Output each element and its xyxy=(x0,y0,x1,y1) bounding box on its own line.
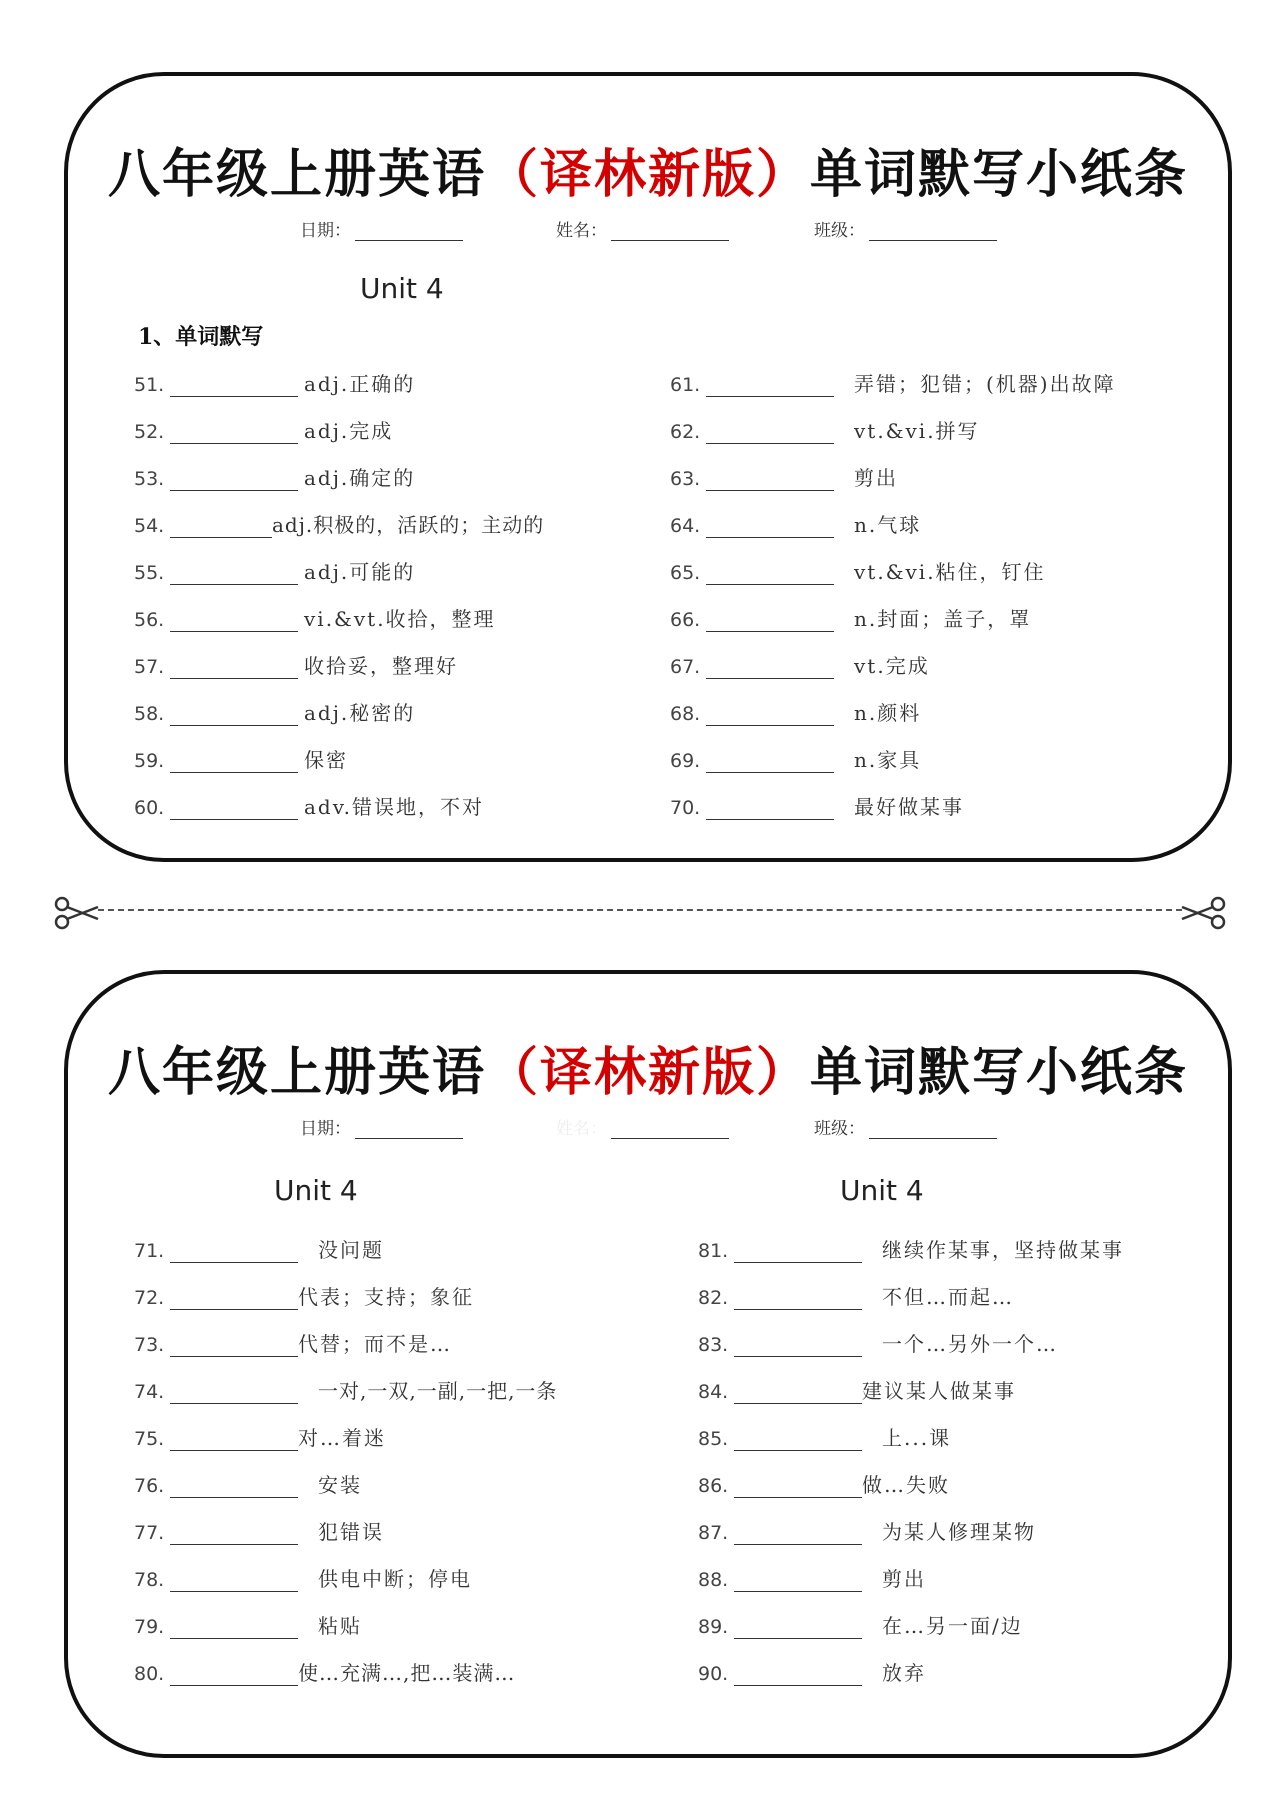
answer-blank[interactable] xyxy=(170,484,298,491)
item-definition: 犯错误 xyxy=(318,1520,384,1544)
vocab-item[interactable] xyxy=(134,744,348,774)
info-row xyxy=(68,216,1228,246)
vocab-item[interactable] xyxy=(698,1657,926,1687)
vocab-item[interactable] xyxy=(698,1610,1023,1640)
item-number: 54. xyxy=(134,515,165,537)
item-definition: 使…充满…,把…装满… xyxy=(298,1661,516,1685)
vocab-item[interactable] xyxy=(670,509,921,539)
item-definition: 没问题 xyxy=(318,1238,384,1262)
vocab-item[interactable] xyxy=(670,556,1046,586)
class-field[interactable] xyxy=(814,216,997,241)
item-definition: 做…失败 xyxy=(862,1473,950,1497)
item-number: 77. xyxy=(134,1522,165,1544)
name-blank[interactable] xyxy=(611,222,729,241)
item-number: 68. xyxy=(670,703,701,725)
item-number: 75. xyxy=(134,1428,165,1450)
item-definition: adv.错误地，不对 xyxy=(304,795,485,819)
title-paren: ） xyxy=(756,144,811,205)
vocab-item[interactable] xyxy=(134,1563,472,1593)
item-number: 69. xyxy=(670,750,701,772)
item-number: 62. xyxy=(670,421,701,443)
title-paren: （ xyxy=(485,1042,540,1103)
vocab-item[interactable] xyxy=(134,1328,452,1358)
item-definition: 弄错；犯错；(机器)出故障 xyxy=(854,372,1116,396)
date-blank[interactable] xyxy=(355,222,463,241)
answer-blank[interactable] xyxy=(706,531,834,538)
item-definition: n.家具 xyxy=(854,748,922,772)
item-definition: 继续作某事，坚持做某事 xyxy=(882,1238,1124,1262)
info-row xyxy=(68,1114,1228,1144)
answer-blank[interactable] xyxy=(706,578,834,585)
answer-blank[interactable] xyxy=(170,1585,298,1592)
vocab-item[interactable] xyxy=(134,368,415,398)
title-part: 八年级上册英语 xyxy=(107,1042,486,1103)
item-number: 80. xyxy=(134,1663,165,1685)
title-part: 单词默写小纸条 xyxy=(810,1042,1189,1103)
title-part: 单词默写小纸条 xyxy=(810,144,1189,205)
answer-blank[interactable] xyxy=(170,1350,298,1357)
dashed-cut-line xyxy=(98,909,1182,911)
item-definition: 剪出 xyxy=(854,466,898,490)
vocab-item[interactable] xyxy=(670,744,921,774)
vocab-item[interactable] xyxy=(134,1234,384,1264)
item-definition: vt.&vi.拼写 xyxy=(854,419,980,443)
item-number: 51. xyxy=(134,374,165,396)
vocab-item[interactable] xyxy=(698,1281,1014,1311)
item-number: 81. xyxy=(698,1240,729,1262)
name-label: 姓名： xyxy=(556,1119,607,1139)
item-number: 60. xyxy=(134,797,165,819)
item-definition: adj.可能的 xyxy=(304,560,416,584)
item-definition: 为某人修理某物 xyxy=(882,1520,1036,1544)
unit-heading-right: Unit 4 xyxy=(840,1174,924,1207)
answer-blank[interactable] xyxy=(170,1256,298,1263)
answer-blank[interactable] xyxy=(170,813,298,820)
answer-blank[interactable] xyxy=(706,625,834,632)
answer-blank[interactable] xyxy=(706,390,834,397)
date-blank[interactable] xyxy=(355,1120,463,1139)
item-definition: 剪出 xyxy=(882,1567,926,1591)
item-definition: 代表；支持；象征 xyxy=(298,1285,474,1309)
answer-blank[interactable] xyxy=(734,1303,862,1310)
answer-blank[interactable] xyxy=(706,766,834,773)
vocab-item[interactable] xyxy=(134,650,458,680)
item-definition: 一个…另外一个… xyxy=(882,1332,1058,1356)
vocab-item[interactable] xyxy=(698,1375,1016,1405)
answer-blank[interactable] xyxy=(170,531,272,538)
class-label: 班级： xyxy=(814,1119,865,1139)
answer-blank[interactable] xyxy=(734,1632,862,1639)
item-definition: n.颜料 xyxy=(854,701,922,725)
item-number: 74. xyxy=(134,1381,165,1403)
name-blank[interactable] xyxy=(611,1120,729,1139)
worksheet-title xyxy=(68,132,1228,207)
answer-blank[interactable] xyxy=(170,390,298,397)
title-paren: （ xyxy=(485,144,540,205)
vocab-item[interactable] xyxy=(134,556,415,586)
answer-blank[interactable] xyxy=(734,1256,862,1263)
date-label: 日期： xyxy=(300,1119,351,1139)
vocab-item[interactable] xyxy=(670,791,964,821)
item-number: 58. xyxy=(134,703,165,725)
vocab-item[interactable] xyxy=(670,368,1116,398)
vocab-item[interactable] xyxy=(134,1469,362,1499)
item-number: 64. xyxy=(670,515,701,537)
item-number: 70. xyxy=(670,797,701,819)
item-definition: 安装 xyxy=(318,1473,362,1497)
item-number: 88. xyxy=(698,1569,729,1591)
answer-blank[interactable] xyxy=(170,1303,298,1310)
answer-blank[interactable] xyxy=(170,1679,298,1686)
vocab-item[interactable] xyxy=(134,1516,384,1546)
vocab-item[interactable] xyxy=(698,1234,1124,1264)
item-definition: 对…着迷 xyxy=(298,1426,386,1450)
vocab-item[interactable] xyxy=(134,791,484,821)
scissors-icon xyxy=(52,895,100,931)
vocab-item[interactable] xyxy=(698,1422,951,1452)
vocab-item[interactable] xyxy=(670,462,898,492)
answer-blank[interactable] xyxy=(734,1585,862,1592)
item-number: 56. xyxy=(134,609,165,631)
item-number: 78. xyxy=(134,1569,165,1591)
vocab-item[interactable] xyxy=(698,1516,1036,1546)
vocab-item[interactable] xyxy=(670,650,930,680)
item-number: 82. xyxy=(698,1287,729,1309)
item-definition: 收拾妥，整理好 xyxy=(304,654,458,678)
answer-blank[interactable] xyxy=(706,437,834,444)
answer-blank[interactable] xyxy=(170,1538,298,1545)
item-definition: vi.&vt.收拾，整理 xyxy=(304,607,496,631)
title-part: 八年级上册英语 xyxy=(107,144,486,205)
item-definition: 一对,一双,一副,一把,一条 xyxy=(318,1379,558,1403)
class-label: 班级： xyxy=(814,221,865,241)
item-definition: n.气球 xyxy=(854,513,922,537)
item-definition: 在…另一面/边 xyxy=(882,1614,1023,1638)
item-number: 73. xyxy=(134,1334,165,1356)
item-definition: 放弃 xyxy=(882,1661,926,1685)
answer-blank[interactable] xyxy=(170,437,298,444)
title-edition: 译林新版 xyxy=(539,1042,756,1103)
item-number: 71. xyxy=(134,1240,165,1262)
answer-blank[interactable] xyxy=(734,1538,862,1545)
vocab-item[interactable] xyxy=(134,1375,557,1405)
item-definition: adj.积极的，活跃的；主动的 xyxy=(272,513,545,537)
date-field[interactable] xyxy=(300,1114,463,1139)
answer-blank[interactable] xyxy=(734,1444,862,1451)
item-number: 59. xyxy=(134,750,165,772)
item-number: 89. xyxy=(698,1616,729,1638)
vocab-item[interactable] xyxy=(698,1328,1058,1358)
vocab-item[interactable] xyxy=(134,697,415,727)
item-number: 52. xyxy=(134,421,165,443)
unit-heading-left: Unit 4 xyxy=(274,1174,358,1207)
date-field[interactable] xyxy=(300,216,463,241)
item-definition: adj.完成 xyxy=(304,419,394,443)
title-paren: ） xyxy=(756,1042,811,1103)
vocab-item[interactable] xyxy=(670,697,921,727)
item-number: 86. xyxy=(698,1475,729,1497)
item-number: 63. xyxy=(670,468,701,490)
item-number: 76. xyxy=(134,1475,165,1497)
title-edition: 译林新版 xyxy=(539,144,756,205)
item-number: 55. xyxy=(134,562,165,584)
item-definition: adj.正确的 xyxy=(304,372,416,396)
vocab-item[interactable] xyxy=(134,1281,474,1311)
item-number: 61. xyxy=(670,374,701,396)
vocab-item[interactable] xyxy=(134,1610,362,1640)
vocab-column-left xyxy=(134,1234,634,1685)
scissors-icon xyxy=(1180,895,1228,931)
item-number: 90. xyxy=(698,1663,729,1685)
vocab-item[interactable] xyxy=(134,462,415,492)
vocab-item[interactable] xyxy=(698,1469,950,1499)
vocab-column-right xyxy=(670,368,1190,819)
answer-blank[interactable] xyxy=(706,672,834,679)
answer-blank[interactable] xyxy=(706,719,834,726)
item-definition: 不但…而起… xyxy=(882,1285,1014,1309)
item-number: 87. xyxy=(698,1522,729,1544)
date-label: 日期： xyxy=(300,221,351,241)
answer-blank[interactable] xyxy=(170,625,298,632)
item-number: 67. xyxy=(670,656,701,678)
item-number: 83. xyxy=(698,1334,729,1356)
vocab-item[interactable] xyxy=(670,603,1031,633)
answer-blank[interactable] xyxy=(734,1679,862,1686)
class-blank[interactable] xyxy=(869,222,997,241)
name-field[interactable] xyxy=(556,1114,729,1139)
worksheet-card-1 xyxy=(64,72,1232,862)
item-definition: 最好做某事 xyxy=(854,795,964,819)
answer-blank[interactable] xyxy=(734,1350,862,1357)
answer-blank[interactable] xyxy=(170,1397,298,1404)
item-definition: 供电中断；停电 xyxy=(318,1567,472,1591)
answer-blank[interactable] xyxy=(734,1397,862,1404)
item-number: 79. xyxy=(134,1616,165,1638)
worksheet-title xyxy=(68,1030,1228,1105)
vocab-item[interactable] xyxy=(134,415,393,445)
item-number: 53. xyxy=(134,468,165,490)
vocab-item[interactable] xyxy=(134,1422,386,1452)
cut-line-divider xyxy=(52,895,1228,925)
item-definition: adj.确定的 xyxy=(304,466,416,490)
worksheet-card-2 xyxy=(64,970,1232,1758)
item-definition: 保密 xyxy=(304,748,348,772)
item-number: 84. xyxy=(698,1381,729,1403)
vocab-item[interactable] xyxy=(670,415,980,445)
answer-blank[interactable] xyxy=(170,1491,298,1498)
answer-blank[interactable] xyxy=(170,578,298,585)
vocab-item[interactable] xyxy=(134,1657,515,1687)
answer-blank[interactable] xyxy=(170,1444,298,1451)
vocab-column-right xyxy=(698,1234,1198,1685)
item-definition: 建议某人做某事 xyxy=(862,1379,1016,1403)
item-number: 65. xyxy=(670,562,701,584)
item-number: 57. xyxy=(134,656,165,678)
answer-blank[interactable] xyxy=(734,1491,862,1498)
item-definition: 代替；而不是… xyxy=(298,1332,452,1356)
section-heading: 1、单词默写 xyxy=(138,324,264,350)
name-label: 姓名： xyxy=(556,221,607,241)
vocab-item[interactable] xyxy=(134,603,496,633)
vocab-column-left xyxy=(134,368,614,819)
vocab-item[interactable] xyxy=(698,1563,926,1593)
item-definition: 粘贴 xyxy=(318,1614,362,1638)
item-number: 85. xyxy=(698,1428,729,1450)
answer-blank[interactable] xyxy=(170,719,298,726)
item-number: 72. xyxy=(134,1287,165,1309)
item-definition: adj.秘密的 xyxy=(304,701,416,725)
class-blank[interactable] xyxy=(869,1120,997,1139)
answer-blank[interactable] xyxy=(170,766,298,773)
answer-blank[interactable] xyxy=(706,484,834,491)
item-definition: n.封面；盖子，罩 xyxy=(854,607,1032,631)
answer-blank[interactable] xyxy=(706,813,834,820)
unit-heading: Unit 4 xyxy=(360,272,444,305)
vocab-item[interactable] xyxy=(134,509,544,539)
item-definition: vt.&vi.粘住，钉住 xyxy=(854,560,1046,584)
class-field[interactable] xyxy=(814,1114,997,1139)
answer-blank[interactable] xyxy=(170,672,298,679)
item-definition: vt.完成 xyxy=(854,654,930,678)
answer-blank[interactable] xyxy=(170,1632,298,1639)
item-definition: 上...课 xyxy=(882,1426,952,1450)
name-field[interactable] xyxy=(556,216,729,241)
item-number: 66. xyxy=(670,609,701,631)
